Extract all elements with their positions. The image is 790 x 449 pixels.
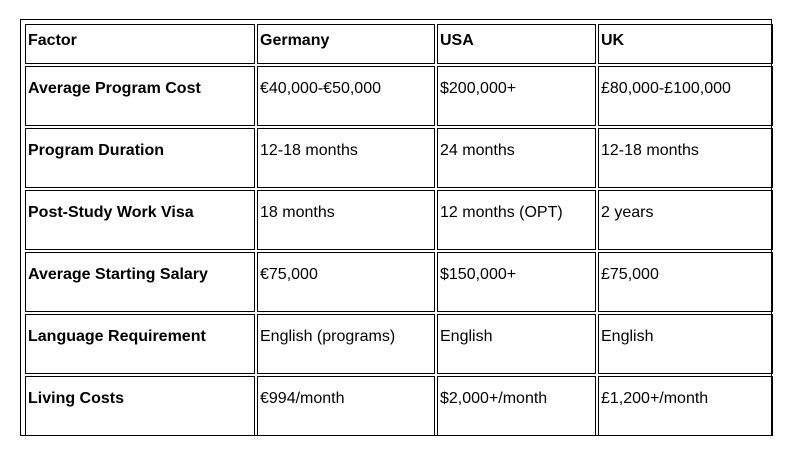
usa-cell: $2,000+/month	[437, 376, 596, 436]
usa-cell: $200,000+	[437, 66, 596, 126]
uk-cell: 12-18 months	[598, 128, 773, 188]
uk-cell: English	[598, 314, 773, 374]
header-cell-factor: Factor	[25, 24, 255, 64]
table-row	[25, 66, 773, 126]
header-cell-germany: Germany	[257, 24, 435, 64]
usa-cell: 12 months (OPT)	[437, 190, 596, 250]
table-row	[25, 128, 773, 188]
table-row	[25, 190, 773, 250]
factor-cell: Average Program Cost	[25, 66, 255, 126]
germany-cell: English (programs)	[257, 314, 435, 374]
table-row	[25, 376, 773, 436]
usa-cell: English	[437, 314, 596, 374]
uk-cell: £80,000-£100,000	[598, 66, 773, 126]
germany-cell: €75,000	[257, 252, 435, 312]
factor-cell: Post-Study Work Visa	[25, 190, 255, 250]
germany-cell: €40,000-€50,000	[257, 66, 435, 126]
uk-cell: £75,000	[598, 252, 773, 312]
factor-cell: Language Requirement	[25, 314, 255, 374]
header-cell-usa: USA	[437, 24, 596, 64]
uk-cell: £1,200+/month	[598, 376, 773, 436]
usa-cell: $150,000+	[437, 252, 596, 312]
header-cell-uk: UK	[598, 24, 773, 64]
germany-cell: 12-18 months	[257, 128, 435, 188]
uk-cell: 2 years	[598, 190, 773, 250]
comparison-table	[23, 22, 775, 438]
usa-cell: 24 months	[437, 128, 596, 188]
germany-cell: €994/month	[257, 376, 435, 436]
germany-cell: 18 months	[257, 190, 435, 250]
factor-cell: Average Starting Salary	[25, 252, 255, 312]
table-header-row	[25, 24, 773, 64]
table-row	[25, 314, 773, 374]
comparison-table-frame	[20, 19, 772, 436]
table-row	[25, 252, 773, 312]
factor-cell: Program Duration	[25, 128, 255, 188]
factor-cell: Living Costs	[25, 376, 255, 436]
